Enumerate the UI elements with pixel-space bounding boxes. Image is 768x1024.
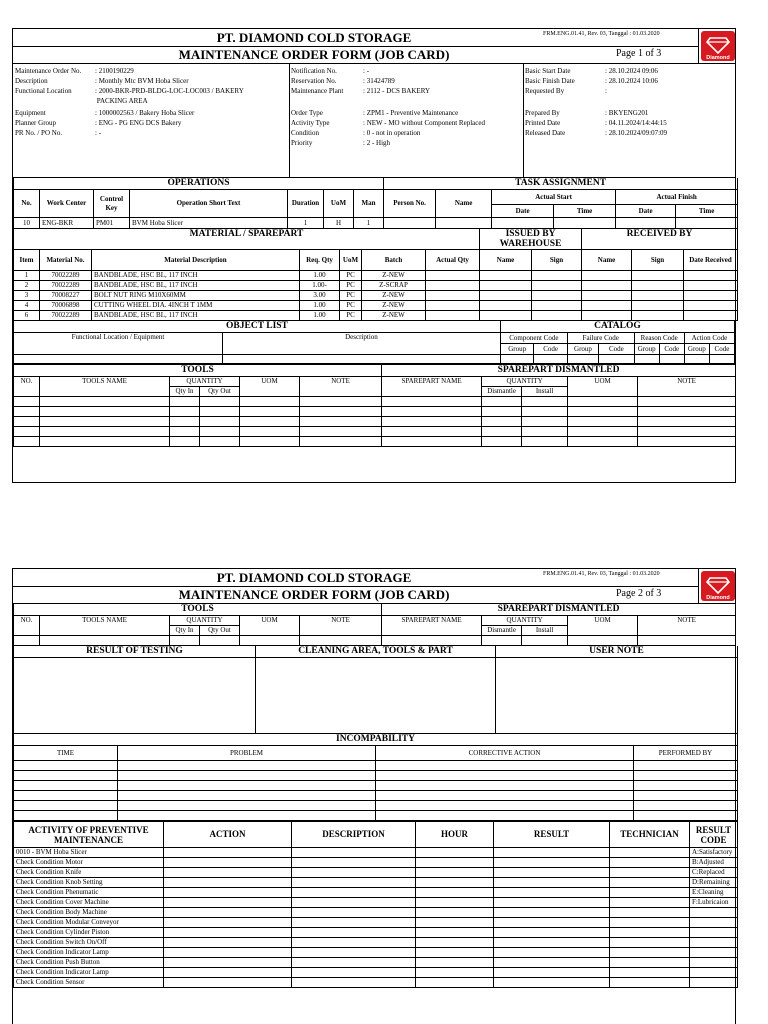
info-left: Maintenance Order No. : 2100190229 Description : Monthly Mtc BVM Hoba Slicer Functional Location : 2000-BKR-PRD-BLDG-LOC-LOC003 / BAKERY PACKING AREA Equipment : 1000002563 / Bakery Hoba Slicer Planner Group : ENG - PG ENG DCS Bakery PR No. / PO No. : - <box>15 67 244 137</box>
table-row: 3 70008227 BOLT NUT RING M10X60MM 3.00 PC Z-NEW <box>14 291 738 301</box>
table-row: Check Condition Indicator Lamp <box>14 948 738 958</box>
form-title: MAINTENANCE ORDER FORM (JOB CARD) <box>178 47 450 62</box>
logo-text: Diamond <box>706 55 730 61</box>
table-row: 0010 - BVM Hoba Slicer A:Satisfactory <box>14 848 738 858</box>
info-right: Basic Start Date : 28.10.2024 09:06 Basic Finish Date : 28.10.2024 10:06 Requested By : Prepared By : BKYENG201 Printed Date : 04.11.2024/14:44:15 Released Date : 28.10.2024/09:07:09 <box>525 67 668 137</box>
form-title: MAINTENANCE ORDER FORM (JOB CARD) <box>178 587 450 602</box>
table-row: Check Condition Knob Setting D:Remaining <box>14 878 738 888</box>
object-list-title: OBJECT LIST <box>14 321 501 333</box>
company-name: PT. DIAMOND COLD STORAGE <box>13 569 615 587</box>
table-row: 4 70006898 CUTTING WHEEL DIA. 4INCH T 1MM 1.00 PC Z-NEW <box>14 301 738 311</box>
table-row: Check Condition Push Button <box>14 958 738 968</box>
task-assignment-title: TASK ASSIGNMENT <box>384 178 738 190</box>
tools-table-page-2: TOOLS SPAREPART DISMANTLED NO. TOOLS NAME QUANTITY UOM NOTE SPAREPART NAME QUANTITY UOM NOTE Qty In Qty Out Dismantle Install <box>13 604 736 646</box>
operations-table: OPERATIONS TASK ASSIGNMENT No. Work Center Control Key Operation Short Text Duration UoM Man Person No. Name Actual Start Actual Finish Date Time Date Time 10 ENG-BKR PM01 BVM Hoba Slicer 1 H 1 <box>13 178 738 229</box>
company-name: PT. DIAMOND COLD STORAGE <box>13 29 615 47</box>
page-number: Page 2 of 3 <box>616 588 662 599</box>
table-row: Check Condition Cover Machine F:Lubricaion <box>14 898 738 908</box>
sparepart-dismantled-title: SPAREPART DISMANTLED <box>382 365 736 377</box>
user-note-title: USER NOTE <box>496 646 738 658</box>
table-row: Check Condition Phenumatic E:Cleaning <box>14 888 738 898</box>
diamond-logo-icon <box>701 571 735 601</box>
sparepart-dismantled-title: SPAREPART DISMANTLED <box>382 604 736 616</box>
table-row: Check Condition Knife C:Replaced <box>14 868 738 878</box>
tools-title: TOOLS <box>14 604 382 616</box>
table-row: Check Condition Indicator Lamp <box>14 968 738 978</box>
catalog-title: CATALOG <box>500 321 734 333</box>
activity-table: ACTIVITY OF PREVENTIVE MAINTENANCE ACTION DESCRIPTION HOUR RESULT TECHNICIAN RESULT CODE 0010 - BVM Hoba Slicer A:Satisfactory Check Condition Motor B:Adjusted Check Condition Knife C:Replaced Check Condition Knob Setting D:Remaining Check Condition Phenumatic E:Cleaning Check Condition Cover Machine F:Lubricaion Check Condition Body Machine Check Condition Modular Conveyor Check Condition Cylinder Piston Check Condition Switch On/Off Check Condition Indicator Lamp Check Condition Push Button Check Condition Indicator Lamp Check Condition Sensor <box>13 821 738 988</box>
info-middle: Notification No. : - Reservation No. : 31424789 Maintenance Plant : 2112 - DCS BAKERY Order Type : ZPM1 - Preventive Maintenance Activity Type : NEW - MO without Component Replaced Condition : 0 - not in operation Priority : 2 - High <box>291 67 485 147</box>
table-row: Check Condition Sensor <box>14 978 738 988</box>
material-title: MATERIAL / SPAREPART <box>14 229 480 250</box>
order-info <box>13 64 735 178</box>
table-row: 6 70022289 BANDBLADE, HSC BL, 117 INCH 1.00 PC Z-NEW <box>14 311 738 321</box>
page-number: Page 1 of 3 <box>616 48 662 59</box>
job-card-page-1 <box>12 28 736 483</box>
form-reference: FRM.ENG.01.41, Rev. 03, Tanggal : 01.03.2020 <box>543 31 660 37</box>
cleaning-area-title: CLEANING AREA, TOOLS & PART <box>256 646 496 658</box>
received-by-title: RECEIVED BY <box>582 229 738 250</box>
testing-notes-table <box>13 646 738 734</box>
object-list-table: OBJECT LIST CATALOG Functional Location / Equipment Description Component Code Failure Code Reason Code Action Code Group Code Group Code Group Code Group Code <box>13 321 735 364</box>
material-table: MATERIAL / SPAREPART ISSUED BY WAREHOUSE RECEIVED BY Item Material No. Material Description Req. Qty UoM Batch Actual Qty Name Sign Name Sign Date Received 1 70022289 BANDBLADE, HSC BL, 117 INCH 1.00 PC Z-NEW 2 70022289 BANDBLADE, HSC BL, 117 INCH 1.00- PC Z-SCRAP 3 70008227 BOLT NUT RING M10X60MM 3.00 PC Z-NEW 4 70006898 CUTTING WHEEL DIA. 4INCH T 1MM 1.00 PC Z-NEW 6 70022289 BANDBLADE, HSC BL, 117 INCH 1.00 PC Z-NEW <box>13 229 738 321</box>
table-row: 2 70022289 BANDBLADE, HSC BL, 117 INCH 1.00- PC Z-SCRAP <box>14 281 738 291</box>
table-row: Check Condition Body Machine <box>14 908 738 918</box>
form-header <box>13 29 735 64</box>
job-card-page-2 <box>12 568 736 1024</box>
incompability-title: INCOMPABILITY <box>14 734 738 746</box>
table-row: Check Condition Cylinder Piston <box>14 928 738 938</box>
issued-by-title: ISSUED BY WAREHOUSE <box>480 229 582 250</box>
tools-title: TOOLS <box>14 365 382 377</box>
logo-text: Diamond <box>706 595 730 601</box>
table-row: Check Condition Switch On/Off <box>14 938 738 948</box>
form-header-page-2 <box>13 569 735 604</box>
diamond-logo-icon <box>701 31 735 61</box>
table-row: Check Condition Modular Conveyor <box>14 918 738 928</box>
operations-title: OPERATIONS <box>14 178 384 190</box>
result-of-testing-title: RESULT OF TESTING <box>14 646 256 658</box>
table-row: Check Condition Motor B:Adjusted <box>14 858 738 868</box>
form-reference: FRM.ENG.01.41, Rev. 03, Tanggal : 01.03.2020 <box>543 571 660 577</box>
tools-table: TOOLS SPAREPART DISMANTLED NO. TOOLS NAME QUANTITY UOM NOTE SPAREPART NAME QUANTITY UOM NOTE Qty In Qty Out Dismantle Install <box>13 364 736 447</box>
incompability-table: INCOMPABILITY TIME PROBLEM CORRECTIVE ACTION PERFORMED BY <box>13 734 738 821</box>
table-row: 10 ENG-BKR PM01 BVM Hoba Slicer 1 H 1 <box>14 218 738 229</box>
table-row: 1 70022289 BANDBLADE, HSC BL, 117 INCH 1.00 PC Z-NEW <box>14 271 738 281</box>
